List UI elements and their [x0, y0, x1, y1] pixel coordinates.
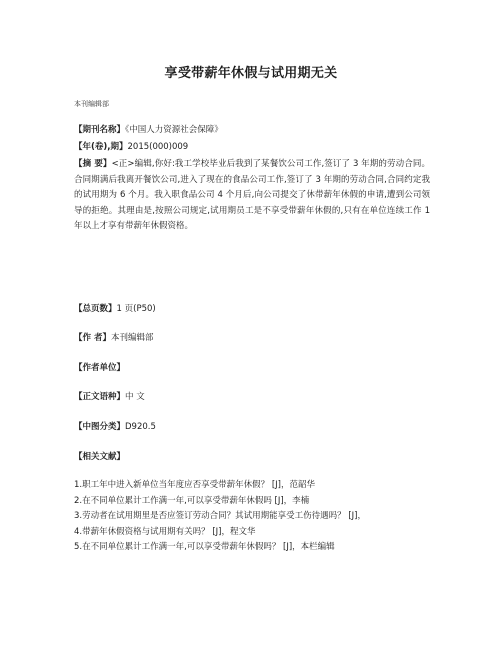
related-heading: [74, 450, 125, 465]
year-issue-label: 【年(卷),期】: [74, 142, 128, 152]
author-label: 【作 者】: [74, 333, 111, 343]
document-title: 享受带薪年休假与试用期无关: [164, 66, 338, 81]
related-label: 【相关文献】: [74, 452, 126, 462]
affiliation-label: 【作者单位】: [74, 363, 126, 373]
related-item: 4.带薪年休假资格与试用期有关吗？ [J]，程文华: [74, 526, 256, 537]
related-item: 1.职工年中进入新单位当年度应否享受带薪年休假？ [J]，范韶华: [74, 480, 315, 490]
classification-label: 【中图分类】: [74, 422, 126, 432]
related-item: 2.在不同单位累计工作满一年,可以享受带薪年休假吗 [J]，李楠: [74, 495, 310, 506]
journal-field: [74, 123, 223, 138]
language-value: 中 文: [125, 392, 145, 402]
author-field: [74, 331, 153, 346]
language-field: [74, 390, 145, 405]
document-subtitle: 本刊编辑部: [74, 100, 109, 108]
year-issue-value: 2015(000)009: [127, 142, 189, 152]
classification-value: D920.5: [125, 422, 156, 432]
author-value: 本刊编辑部: [110, 333, 154, 343]
journal-value: 《中国人力资源社会保障》: [125, 125, 223, 135]
journal-label: 【期刊名称】: [74, 125, 126, 135]
pages-value: 1 页(P50): [116, 304, 156, 314]
abstract-value: <正>编辑,你好:我工学校毕业后我到了某餐饮公司工作,签订了 3 年期的劳动合同。合同期满后我离开餐饮公司,进入了现在的食品公司工作,签订了 3 年期的劳动合同,合同约定我的试用期为 6 个月。我入职食品公司 4 个月后,向公司提交了休带薪年休假的申请,遭到公司领导的拒绝。其理由是,按照公司规定,试用期员工是不享受带薪年休假的,只有在单位连续工作 1 年以上才享有带薪年休假资格。: [74, 159, 431, 232]
language-label: 【正文语种】: [74, 392, 126, 402]
pages-label: 【总页数】: [74, 304, 117, 314]
related-list: [74, 478, 434, 556]
related-item: 5.在不同单位累计工作满一年,可以享受带薪年休假吗？ [J]，本栏编辑: [74, 542, 335, 553]
classification-field: [74, 420, 156, 435]
abstract-field: [74, 157, 430, 235]
related-item: 3.劳动者在试用期里是否应签订劳动合同？其试用期能享受工伤待遇吗？ [J]，: [74, 511, 366, 522]
year-issue-field: [74, 140, 188, 155]
abstract-label: 【摘 要】: [74, 159, 112, 169]
pages-field: [74, 302, 156, 317]
affiliation-field: [74, 361, 125, 376]
